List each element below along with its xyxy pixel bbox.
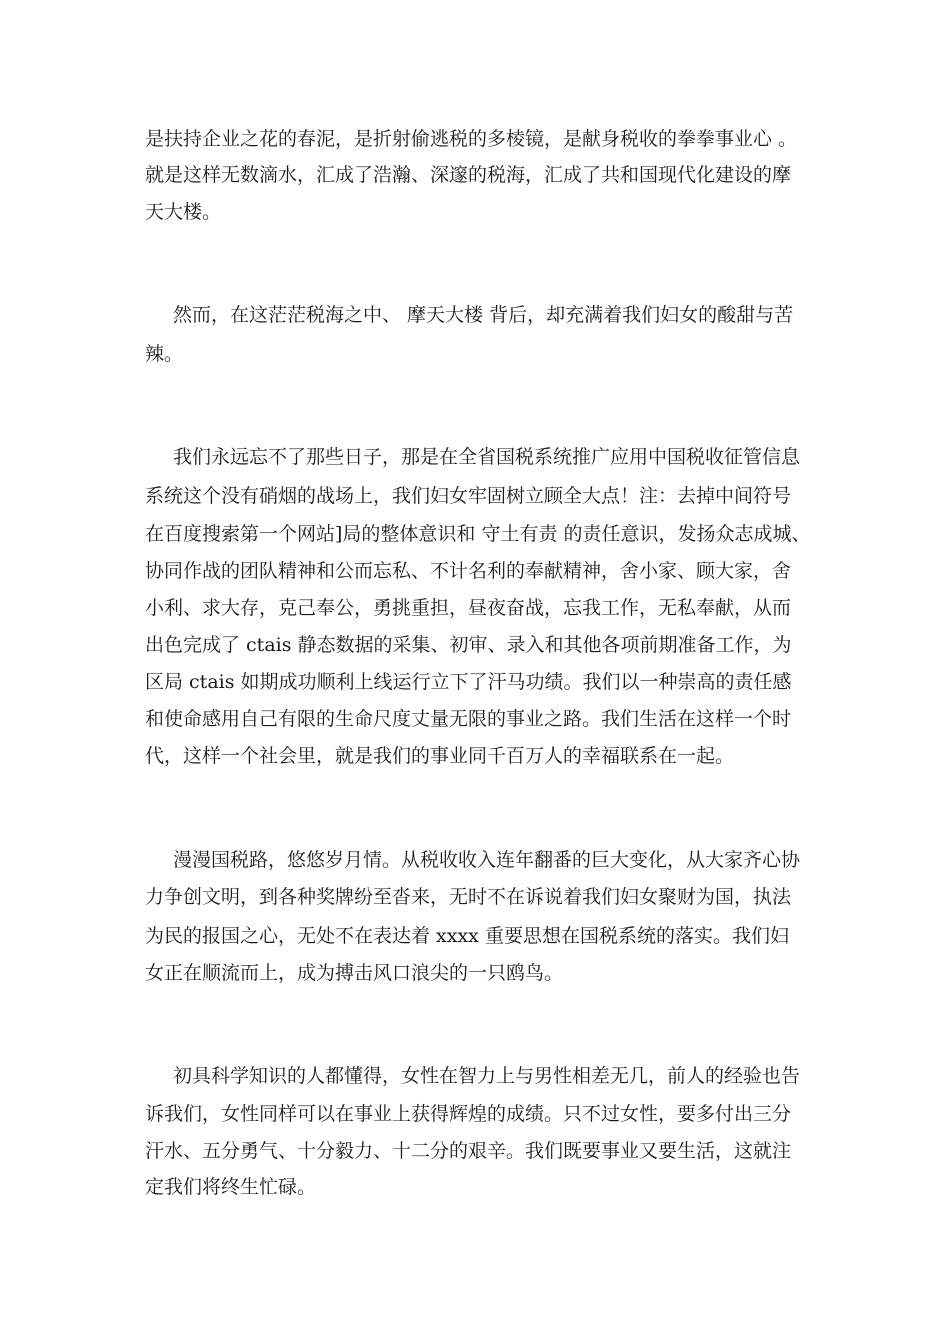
paragraph-1-line-2: 就是这样无数滴水，汇成了浩瀚、深邃的税海，汇成了共和国现代化建设的摩: [145, 164, 792, 186]
paragraph-5-line-3: 汗水、五分勇气、十分毅力、十二分的艰辛。我们既要事业又要生活，这就注: [145, 1140, 792, 1162]
paragraph-3-line-6: 出色完成了 ctais 静态数据的采集、初审、录入和其他各项前期准备工作，为: [145, 634, 792, 656]
paragraph-3-line-4: 协同作战的团队精神和公而忘私、不计名利的奉献精神，舍小家、顾大家，舍: [145, 560, 792, 582]
paragraph-5-line-4: 定我们将终生忙碌。: [145, 1176, 317, 1198]
paragraph-3-line-8: 和使命感用自己有限的生命尺度丈量无限的事业之路。我们生活在这样一个时: [145, 708, 792, 730]
paragraph-3-line-7: 区局 ctais 如期成功顺利上线运行立下了汗马功绩。我们以一种崇高的责任感: [145, 671, 792, 693]
paragraph-3-line-9: 代，这样一个社会里，就是我们的事业同千百万人的幸福联系在一起。: [145, 745, 735, 767]
paragraph-2-line-2: 辣。: [145, 343, 184, 365]
paragraph-4-line-1: 漫漫国税路，悠悠岁月情。从税收收入连年翻番的巨大变化，从大家齐心协: [173, 849, 801, 871]
paragraph-4-line-4: 女正在顺流而上，成为搏击风口浪尖的一只鸥鸟。: [145, 962, 564, 984]
paragraph-5-line-1: 初具科学知识的人都懂得，女性在智力上与男性相差无几，前人的经验也告: [173, 1065, 801, 1087]
paragraph-4-line-3: 为民的报国之心，无处不在表达着 xxxx 重要思想在国税系统的落实。我们妇: [145, 925, 789, 947]
paragraph-3-line-1: 我们永远忘不了那些日子，那是在全省国税系统推广应用中国税收征管信息: [173, 446, 801, 468]
paragraph-3-line-3: 在百度搜索第一个网站]局的整体意识和 守土有责 的责任意识，发扬众志成城、: [145, 523, 811, 545]
paragraph-3-line-5: 小利、求大存，克己奉公，勇挑重担，昼夜奋战，忘我工作，无私奉献，从而: [145, 597, 792, 619]
paragraph-4-line-2: 力争创文明，到各种奖牌纷至沓来，无时不在诉说着我们妇女聚财为国，执法: [145, 886, 792, 908]
paragraph-1-line-3: 天大楼。: [145, 201, 222, 223]
paragraph-1-line-1: 是扶持企业之花的春泥，是折射偷逃税的多棱镜，是献身税收的拳拳事业心 。: [145, 128, 798, 150]
paragraph-3-line-2: 系统这个没有硝烟的战场上，我们妇女牢固树立顾全大点！注：去掉中间符号: [145, 485, 792, 507]
paragraph-2-line-1: 然而，在这茫茫税海之中、 摩天大楼 背后，却充满着我们妇女的酸甜与苦: [173, 304, 794, 326]
paragraph-5-line-2: 诉我们，女性同样可以在事业上获得辉煌的成绩。只不过女性，要多付出三分: [145, 1103, 792, 1125]
